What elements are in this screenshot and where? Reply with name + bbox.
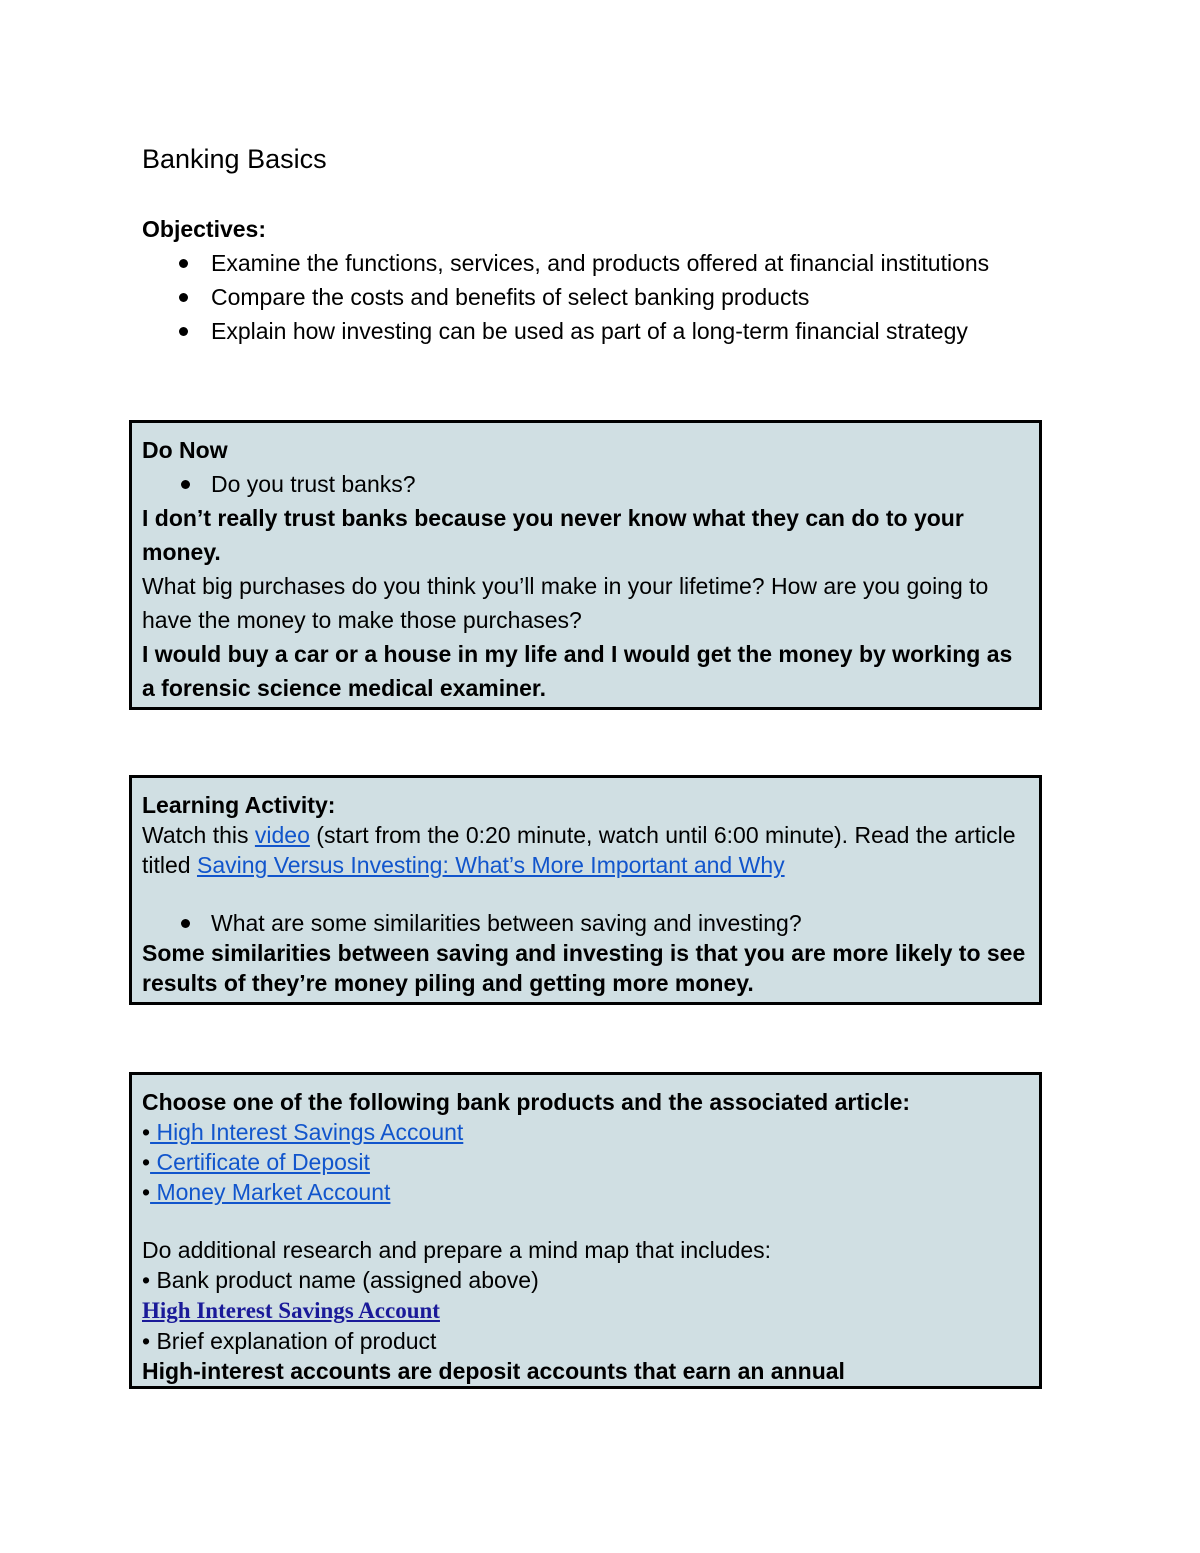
objectives-list: [142, 246, 1072, 348]
high-interest-savings-link[interactable]: High Interest Savings Account: [150, 1119, 464, 1145]
list-item: [142, 314, 1072, 348]
spacer: [142, 1207, 1029, 1235]
objective-text: Compare the costs and benefits of select banking products: [211, 284, 810, 310]
page-title: Banking Basics: [142, 144, 327, 174]
bank-product-heading: Choose one of the following bank products and the associated article:: [142, 1089, 911, 1115]
bullet-icon: [181, 919, 190, 928]
bullet-icon: [179, 293, 188, 302]
do-now-heading: Do Now: [142, 437, 228, 463]
research-item: • Bank product name (assigned above): [142, 1267, 539, 1293]
objective-text: Explain how investing can be used as part of a long-term financial strategy: [211, 318, 968, 344]
instruction-text: (start from the 0:20 minute, watch until 6:00 minute). Read the article titled: [142, 822, 1016, 878]
learning-answer: Some similarities between saving and investing is that you are more likely to see results of they’re money piling and getting more money.: [142, 940, 1026, 996]
video-link[interactable]: video: [254, 822, 310, 848]
learning-activity-box: [129, 775, 1042, 1005]
list-item: [142, 280, 1072, 314]
instruction-text: Watch this: [142, 822, 255, 848]
bullet-icon: •: [142, 1179, 151, 1205]
money-market-link[interactable]: Money Market Account: [150, 1179, 391, 1205]
bullet-icon: [181, 480, 190, 489]
do-now-question-2: What big purchases do you think you’ll make in your lifetime? How are you going to have the money to make those purchases?: [142, 573, 989, 633]
list-item: [142, 1177, 1029, 1207]
list-item: [142, 908, 1029, 938]
bank-product-box: [129, 1072, 1042, 1389]
do-now-answer: I don’t really trust banks because you never know what they can do to your money.: [142, 505, 964, 565]
research-item: • Brief explanation of product: [142, 1328, 437, 1354]
do-now-answer-2: I would buy a car or a house in my life and I would get the money by working as a forensic science medical examiner.: [142, 641, 1013, 701]
selected-product: [142, 1295, 1029, 1326]
bullet-icon: [179, 327, 188, 336]
product-explanation: High-interest accounts are deposit accounts that earn an annual: [142, 1358, 845, 1384]
learning-activity-instructions: [142, 820, 1029, 880]
certificate-of-deposit-link[interactable]: Certificate of Deposit: [150, 1149, 370, 1175]
spacer: [142, 880, 1029, 908]
list-item: [142, 1117, 1029, 1147]
do-now-question: Do you trust banks?: [211, 471, 416, 497]
learning-activity-heading: Learning Activity:: [142, 792, 336, 818]
article-link[interactable]: Saving Versus Investing: What’s More Important and Why: [196, 852, 785, 878]
list-item: [142, 467, 1029, 501]
selected-product-link[interactable]: High Interest Savings Account: [142, 1298, 440, 1323]
bullet-icon: •: [142, 1149, 151, 1175]
learning-question: What are some similarities between saving and investing?: [211, 910, 802, 936]
objectives-heading: Objectives:: [142, 216, 266, 242]
list-item: [142, 246, 1072, 280]
list-item: [142, 1147, 1029, 1177]
research-intro: Do additional research and prepare a mind map that includes:: [142, 1237, 772, 1263]
objective-text: Examine the functions, services, and products offered at financial institutions: [211, 250, 990, 276]
bullet-icon: [179, 259, 188, 268]
bullet-icon: •: [142, 1119, 151, 1145]
do-now-box: [129, 420, 1042, 710]
